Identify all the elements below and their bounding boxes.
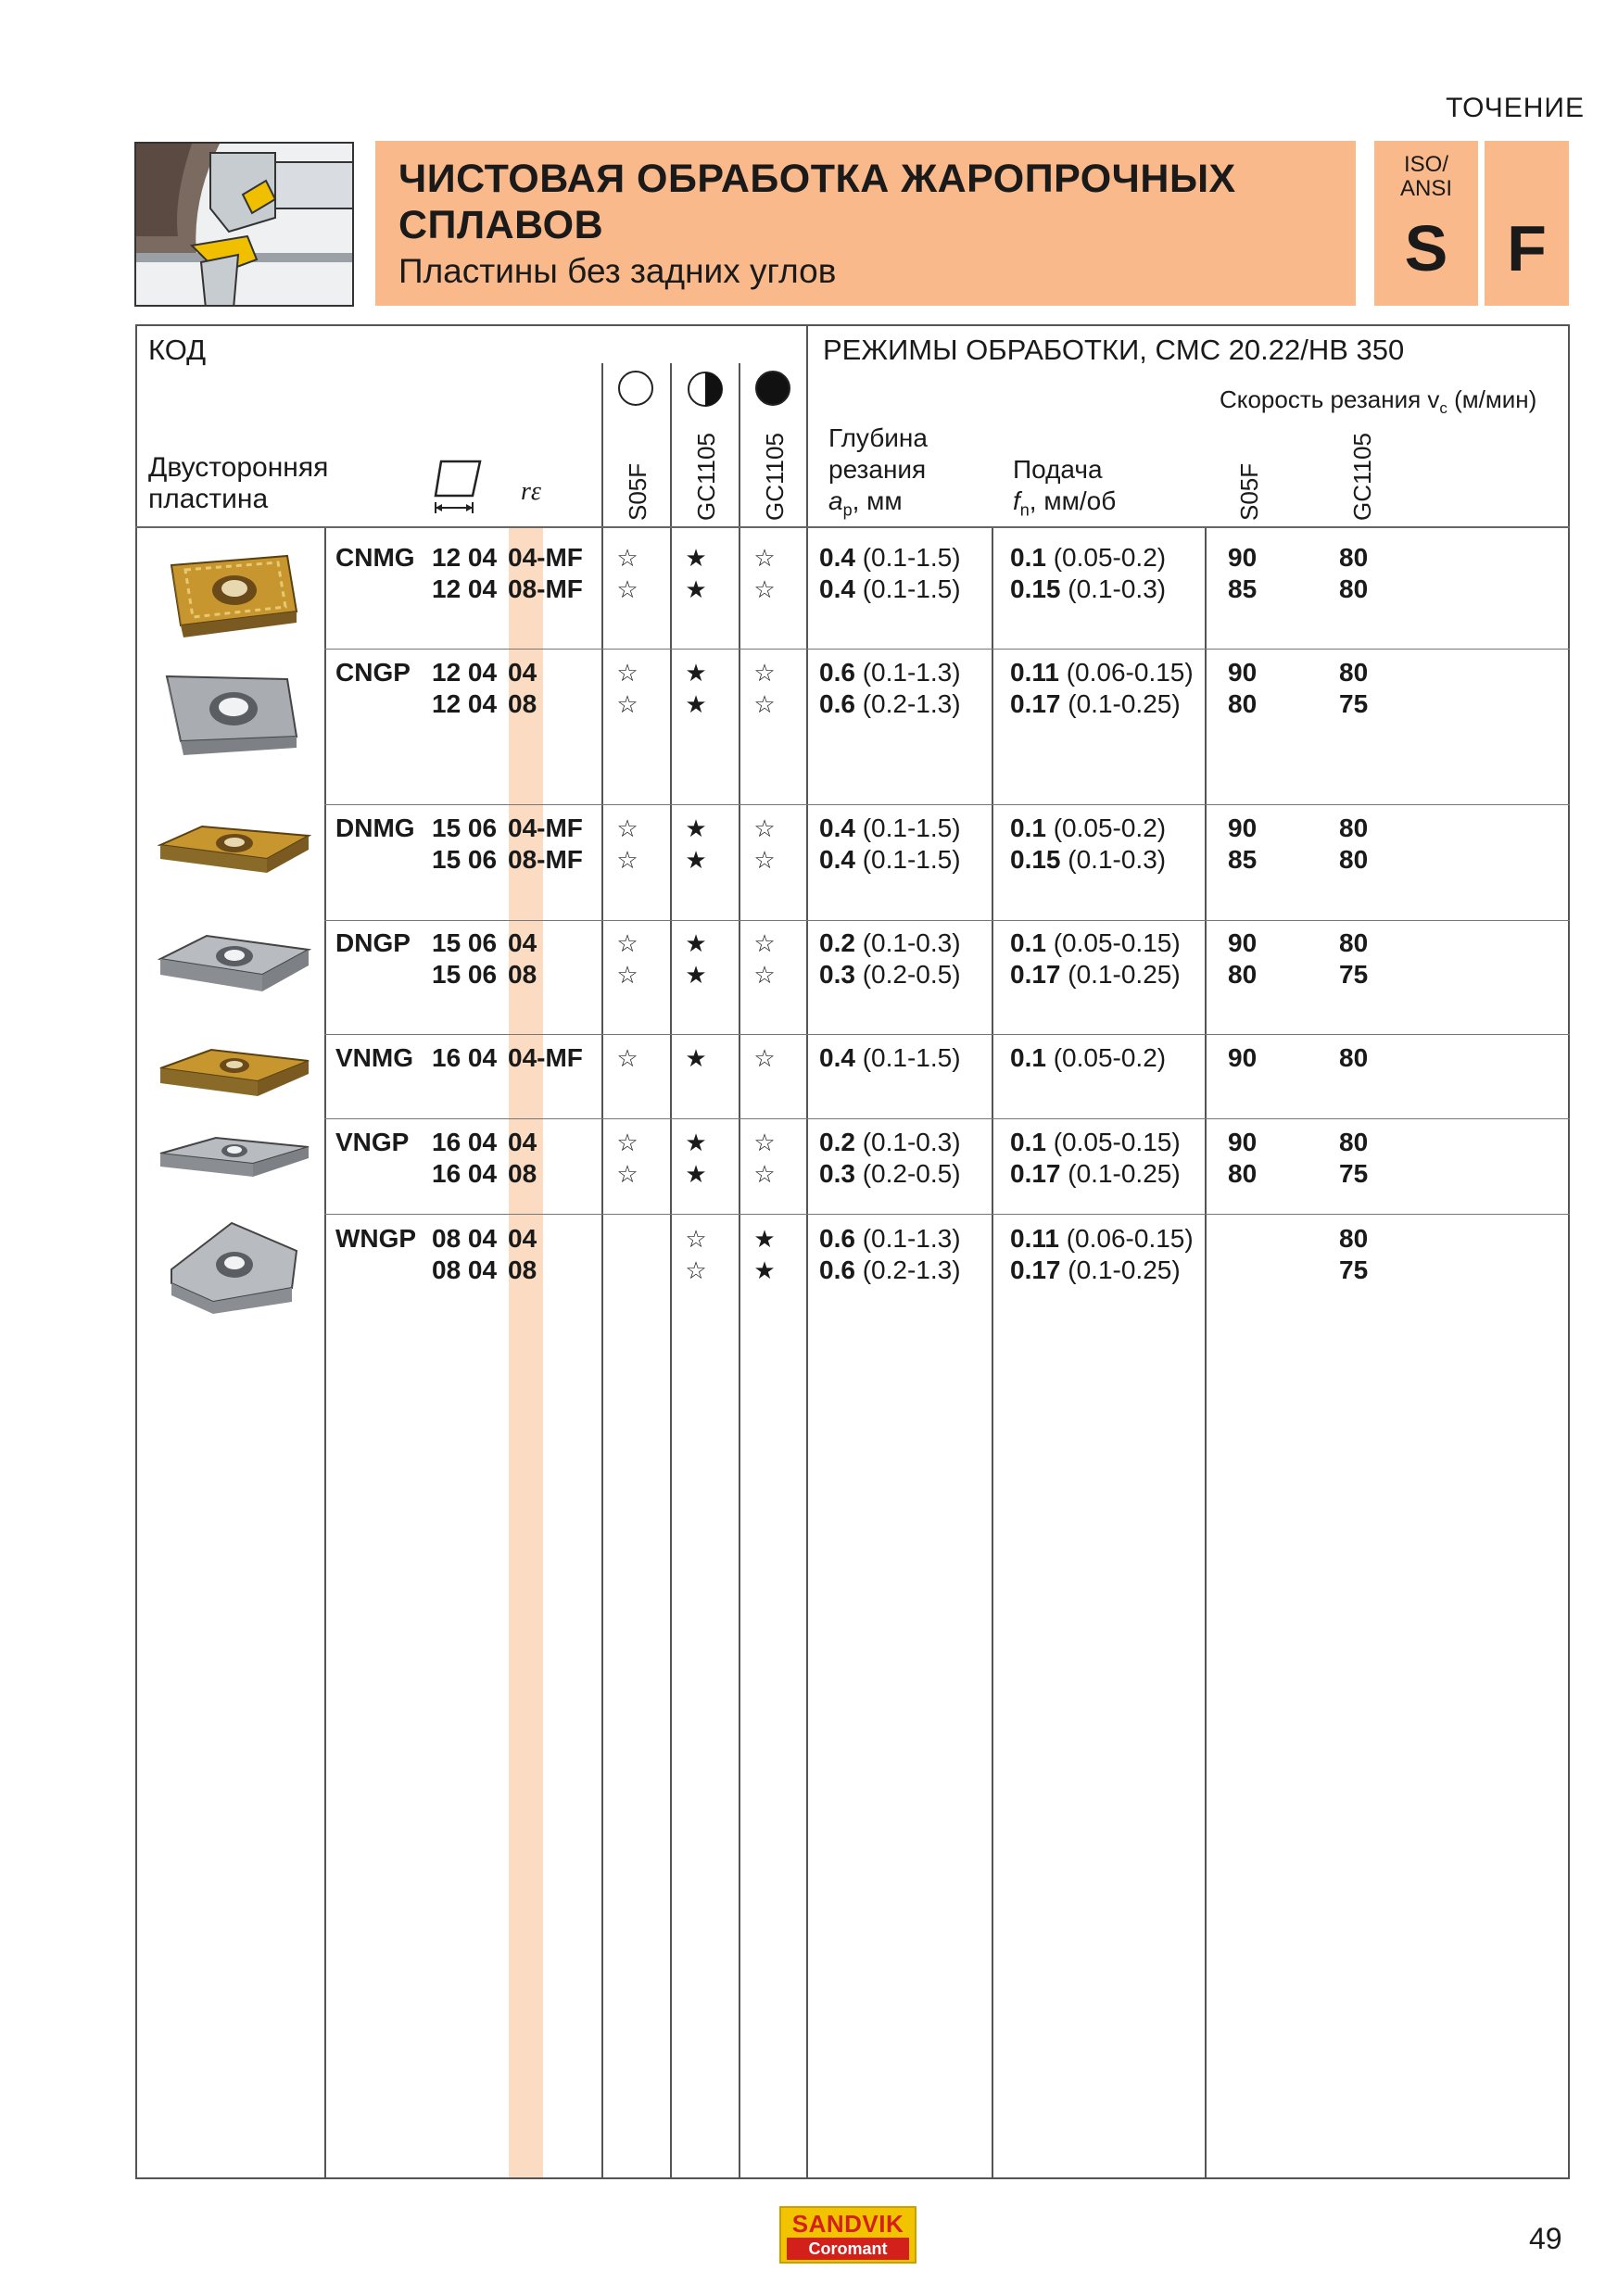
cutting-speed-s05f: 90	[1228, 1043, 1258, 1072]
insert-radius-code: 04-MF	[508, 814, 583, 842]
cutting-speed-gc1105: 75	[1339, 1159, 1369, 1188]
application-letter: F	[1507, 212, 1547, 284]
insert-size-code: 16 04	[432, 1159, 498, 1188]
page-title	[398, 156, 1236, 248]
cutting-speed-gc1105: 75	[1339, 960, 1369, 989]
grade-rating-gc1105-b: ★	[753, 1225, 776, 1253]
feed-range: (0.05-0.15)	[1053, 1128, 1181, 1156]
depth-of-cut	[819, 1158, 961, 1190]
feed-range: (0.05-0.15)	[1053, 928, 1181, 957]
insert-radius-code: 08	[508, 689, 537, 718]
depth-range: (0.2-0.5)	[862, 960, 961, 989]
grade-rating-gc1105-b: ☆	[753, 814, 776, 842]
insert-family-code: DNGP	[335, 928, 411, 957]
feed-rate	[1010, 959, 1181, 990]
logo-bottom-text: Coromant	[787, 2238, 909, 2260]
iso-label	[1374, 153, 1478, 201]
depth-of-cut	[819, 1255, 961, 1286]
grade-rating-gc1105-a: ★	[685, 929, 707, 957]
grade-rating-s05f: ☆	[616, 961, 638, 989]
cutting-speed-gc1105: 75	[1339, 689, 1369, 718]
depth-range: (0.1-0.3)	[862, 928, 961, 957]
feed-range: (0.06-0.15)	[1066, 658, 1194, 687]
cutting-speed-s05f: 90	[1228, 543, 1258, 572]
feed-value: 0.17	[1010, 1159, 1061, 1188]
grade-rating-s05f: ☆	[616, 690, 638, 718]
feed-value: 0.17	[1010, 689, 1061, 718]
row-rule	[324, 1118, 1570, 1119]
speed-label-text: Скорость резания v	[1220, 385, 1440, 413]
feed-unit: , мм/об	[1029, 486, 1117, 515]
insert-vngp-grey-icon	[156, 1130, 313, 1191]
feed-range: (0.05-0.2)	[1053, 814, 1167, 842]
feed-range: (0.1-0.25)	[1068, 1159, 1181, 1188]
insert-wngp-grey-icon	[162, 1214, 310, 1320]
depth-value: 0.4	[819, 574, 855, 603]
grade-rating-s05f: ☆	[616, 659, 638, 687]
feed-value: 0.15	[1010, 574, 1061, 603]
feed-rate	[1010, 1223, 1194, 1255]
feed-rate	[1010, 1255, 1181, 1286]
depth-of-cut	[819, 657, 961, 688]
insert-size-code: 15 06	[432, 845, 498, 874]
grade-rating-s05f: ☆	[616, 846, 638, 874]
table-divider	[992, 528, 993, 2179]
cutting-speed-gc1105: 80	[1339, 1128, 1369, 1156]
grade-rating-s05f: ☆	[616, 1160, 638, 1188]
depth-range: (0.1-1.5)	[862, 543, 961, 572]
feed-value: 0.17	[1010, 1255, 1061, 1284]
depth-value: 0.6	[819, 1255, 855, 1284]
depth-header	[828, 423, 928, 526]
grade-rating-gc1105-a: ★	[685, 846, 707, 874]
feed-line2	[1013, 486, 1116, 526]
table-divider	[601, 363, 603, 2179]
feed-range: (0.1-0.3)	[1068, 845, 1167, 874]
feed-rate	[1010, 1127, 1181, 1158]
grade-rating-s05f: ☆	[616, 814, 638, 842]
iso-letter: S	[1404, 212, 1448, 284]
insert-size-code: 16 04	[432, 1043, 498, 1072]
section-label: ТОЧЕНИЕ	[1446, 93, 1585, 123]
depth-of-cut	[819, 1042, 961, 1074]
insert-radius-code: 08	[508, 1255, 537, 1284]
grade-rating-gc1105-a: ★	[685, 814, 707, 842]
depth-value: 0.4	[819, 543, 855, 572]
double-sided-label	[148, 452, 328, 515]
depth-value: 0.6	[819, 658, 855, 687]
grade-rating-gc1105-a: ★	[685, 961, 707, 989]
grade-rating-gc1105-b: ☆	[753, 1160, 776, 1188]
insert-size-code: 08 04	[432, 1224, 498, 1253]
insert-radius-code: 04	[508, 928, 537, 957]
grade-rating-s05f: ☆	[616, 1044, 638, 1072]
feed-range: (0.05-0.2)	[1053, 543, 1167, 572]
code-header: КОД	[148, 334, 207, 366]
table-divider	[1205, 528, 1207, 2179]
speed-label-sub: c	[1439, 399, 1447, 418]
cutting-speed-s05f: 90	[1228, 928, 1258, 957]
insert-size-code: 12 04	[432, 543, 498, 572]
insert-size-code: 15 06	[432, 928, 498, 957]
header-rule	[135, 526, 1570, 528]
table-divider	[806, 324, 808, 2179]
grade-rating-gc1105-b: ☆	[753, 1044, 776, 1072]
depth-of-cut	[819, 1223, 961, 1255]
feed-sub: n	[1019, 500, 1030, 520]
grade-rating-gc1105-b: ☆	[753, 659, 776, 687]
insert-size-code: 08 04	[432, 1255, 498, 1284]
insert-radius-code: 08-MF	[508, 845, 583, 874]
insert-family-code: CNMG	[335, 543, 415, 572]
depth-of-cut	[819, 813, 961, 844]
grade-rating-gc1105-a: ★	[685, 659, 707, 687]
depth-line3	[828, 486, 928, 526]
feed-value: 0.1	[1010, 1128, 1046, 1156]
page-title-line1: ЧИСТОВАЯ ОБРАБОТКА ЖАРОПРОЧНЫХ	[398, 157, 1236, 201]
depth-value: 0.3	[819, 1159, 855, 1188]
insert-size-code: 15 06	[432, 960, 498, 989]
depth-line1: Глубина	[828, 423, 928, 452]
grade-rating-gc1105-a: ★	[685, 1044, 707, 1072]
insert-radius-code: 04-MF	[508, 543, 583, 572]
insert-radius-code: 04-MF	[508, 1043, 583, 1072]
depth-value: 0.6	[819, 1224, 855, 1253]
page-number: 49	[1529, 2222, 1562, 2255]
depth-range: (0.1-1.5)	[862, 814, 961, 842]
insert-family-code: VNGP	[335, 1128, 410, 1156]
insert-size-code: 16 04	[432, 1128, 498, 1156]
double-sided-line2: пластина	[148, 484, 269, 514]
depth-value: 0.3	[819, 960, 855, 989]
insert-radius-code: 04	[508, 1128, 537, 1156]
grade-rating-gc1105-a: ★	[685, 1129, 707, 1156]
feed-sym: f	[1013, 486, 1020, 515]
half-circle-icon	[687, 371, 724, 412]
depth-of-cut	[819, 542, 961, 574]
depth-sym: a	[828, 486, 843, 515]
insert-vnmg-gold-icon	[156, 1042, 313, 1112]
feed-value: 0.11	[1010, 1224, 1059, 1253]
speed-col-gc1105: GC1105	[1348, 433, 1376, 521]
feed-rate	[1010, 1158, 1181, 1190]
grade-col-s05f: S05F	[624, 462, 651, 521]
page-subtitle: Пластины без задних углов	[398, 252, 837, 290]
grade-rating-gc1105-b: ★	[753, 1256, 776, 1284]
insert-shape-icon	[434, 454, 489, 524]
grade-rating-gc1105-a: ☆	[685, 1225, 707, 1253]
grade-rating-gc1105-b: ☆	[753, 961, 776, 989]
radius-symbol: rε	[521, 477, 541, 506]
grade-rating-gc1105-a: ★	[685, 575, 707, 603]
insert-family-code: WNGP	[335, 1224, 417, 1253]
grade-rating-gc1105-a: ☆	[685, 1256, 707, 1284]
grade-rating-gc1105-b: ☆	[753, 544, 776, 572]
grade-rating-gc1105-b: ☆	[753, 929, 776, 957]
feed-value: 0.1	[1010, 928, 1046, 957]
feed-range: (0.1-0.3)	[1068, 574, 1167, 603]
cutting-speed-gc1105: 80	[1339, 814, 1369, 842]
feed-range: (0.06-0.15)	[1066, 1224, 1194, 1253]
insert-family-code: VNMG	[335, 1043, 413, 1072]
insert-dngp-grey-icon	[156, 927, 313, 1010]
grade-rating-gc1105-a: ★	[685, 544, 707, 572]
cutting-speed-s05f: 90	[1228, 814, 1258, 842]
empty-circle-icon	[618, 371, 653, 406]
insert-radius-code: 08-MF	[508, 574, 583, 603]
depth-of-cut	[819, 574, 961, 605]
insert-dnmg-gold-icon	[156, 817, 313, 891]
speed-label-unit: (м/мин)	[1447, 385, 1537, 413]
feed-range: (0.1-0.25)	[1068, 689, 1181, 718]
feed-rate	[1010, 542, 1166, 574]
depth-value: 0.4	[819, 1043, 855, 1072]
cutting-speed-s05f: 90	[1228, 658, 1258, 687]
grade-col-gc1105-b: GC1105	[761, 433, 789, 521]
insert-radius-code: 08	[508, 960, 537, 989]
table-divider	[324, 528, 326, 2179]
logo-top-text: SANDVIK	[791, 2210, 904, 2238]
sandvik-logo	[779, 2206, 916, 2264]
depth-range: (0.1-0.3)	[862, 1128, 961, 1156]
depth-range: (0.2-0.5)	[862, 1159, 961, 1188]
insert-family-code: CNGP	[335, 658, 411, 687]
insert-size-code: 15 06	[432, 814, 498, 842]
grade-rating-gc1105-b: ☆	[753, 1129, 776, 1156]
cutting-speed-gc1105: 80	[1339, 543, 1369, 572]
insert-size-code: 12 04	[432, 689, 498, 718]
iso-label-line2: ANSI	[1399, 176, 1452, 201]
cutting-speed-gc1105: 80	[1339, 1043, 1369, 1072]
double-sided-line1: Двусторонняя	[148, 452, 329, 483]
cutting-speed-gc1105: 80	[1339, 1224, 1369, 1253]
depth-value: 0.4	[819, 814, 855, 842]
depth-of-cut	[819, 1127, 961, 1158]
depth-range: (0.2-1.3)	[862, 689, 961, 718]
row-rule	[324, 1034, 1570, 1035]
tool-thumbnail-image	[134, 142, 354, 307]
feed-rate	[1010, 657, 1194, 688]
grade-rating-gc1105-b: ☆	[753, 846, 776, 874]
feed-line1: Подача	[1013, 455, 1103, 484]
feed-value: 0.1	[1010, 543, 1046, 572]
feed-header	[1013, 454, 1116, 526]
grade-rating-gc1105-b: ☆	[753, 575, 776, 603]
insert-radius-code: 04	[508, 658, 537, 687]
depth-sub: p	[842, 500, 853, 520]
insert-cngp-grey-icon	[158, 662, 306, 764]
insert-radius-code: 08	[508, 1159, 537, 1188]
cutting-speed-gc1105: 80	[1339, 574, 1369, 603]
cutting-speed-s05f: 90	[1228, 1128, 1258, 1156]
row-rule	[324, 1214, 1570, 1215]
feed-rate	[1010, 927, 1181, 959]
page-title-line2: СПЛАВОВ	[398, 203, 604, 247]
depth-range: (0.1-1.5)	[862, 574, 961, 603]
filled-circle-icon	[755, 371, 790, 406]
row-rule	[324, 649, 1570, 650]
grade-col-gc1105-a: GC1105	[692, 433, 720, 521]
feed-value: 0.1	[1010, 1043, 1046, 1072]
depth-range: (0.1-1.5)	[862, 845, 961, 874]
cutting-speed-s05f: 80	[1228, 1159, 1258, 1188]
feed-rate	[1010, 574, 1166, 605]
feed-range: (0.05-0.2)	[1053, 1043, 1167, 1072]
depth-of-cut	[819, 927, 961, 959]
depth-value: 0.2	[819, 928, 855, 957]
insert-size-code: 12 04	[432, 574, 498, 603]
feed-value: 0.11	[1010, 658, 1059, 687]
iso-label-line1: ISO/	[1403, 152, 1448, 177]
cutting-speed-gc1105: 80	[1339, 845, 1369, 874]
feed-range: (0.1-0.25)	[1068, 960, 1181, 989]
cutting-speed-s05f: 85	[1228, 574, 1258, 603]
grade-rating-gc1105-a: ★	[685, 1160, 707, 1188]
cutting-speed-gc1105: 80	[1339, 658, 1369, 687]
feed-rate	[1010, 1042, 1166, 1074]
depth-of-cut	[819, 688, 961, 720]
depth-value: 0.2	[819, 1128, 855, 1156]
table-divider	[670, 363, 672, 2179]
table-divider	[739, 363, 740, 2179]
depth-range: (0.1-1.3)	[862, 1224, 961, 1253]
feed-value: 0.15	[1010, 845, 1061, 874]
grade-rating-gc1105-a: ★	[685, 690, 707, 718]
cutting-speed-s05f: 85	[1228, 845, 1258, 874]
grade-rating-s05f: ☆	[616, 1129, 638, 1156]
insert-cnmg-gold-icon	[158, 547, 306, 649]
feed-rate	[1010, 813, 1166, 844]
depth-value: 0.4	[819, 845, 855, 874]
insert-radius-code: 04	[508, 1224, 537, 1253]
depth-line2: резания	[828, 455, 927, 484]
grade-rating-s05f: ☆	[616, 544, 638, 572]
feed-value: 0.1	[1010, 814, 1046, 842]
grade-rating-s05f: ☆	[616, 575, 638, 603]
feed-value: 0.17	[1010, 960, 1061, 989]
speed-label	[1220, 385, 1536, 418]
grade-rating-gc1105-b: ☆	[753, 690, 776, 718]
cutting-speed-s05f: 80	[1228, 689, 1258, 718]
cutting-speed-gc1105: 75	[1339, 1255, 1369, 1284]
speed-col-s05f: S05F	[1235, 462, 1263, 521]
depth-unit: , мм	[852, 486, 903, 515]
row-rule	[324, 920, 1570, 921]
regimes-header: РЕЖИМЫ ОБРАБОТКИ, CMC 20.22/HB 350	[823, 334, 1405, 366]
depth-of-cut	[819, 959, 961, 990]
feed-rate	[1010, 688, 1181, 720]
depth-range: (0.1-1.5)	[862, 1043, 961, 1072]
insert-family-code: DNMG	[335, 814, 415, 842]
depth-value: 0.6	[819, 689, 855, 718]
grade-rating-s05f: ☆	[616, 929, 638, 957]
cutting-speed-s05f: 80	[1228, 960, 1258, 989]
feed-range: (0.1-0.25)	[1068, 1255, 1181, 1284]
depth-range: (0.1-1.3)	[862, 658, 961, 687]
cutting-speed-gc1105: 80	[1339, 928, 1369, 957]
insert-size-code: 12 04	[432, 658, 498, 687]
depth-range: (0.2-1.3)	[862, 1255, 961, 1284]
feed-rate	[1010, 844, 1166, 876]
depth-of-cut	[819, 844, 961, 876]
row-rule	[324, 804, 1570, 805]
